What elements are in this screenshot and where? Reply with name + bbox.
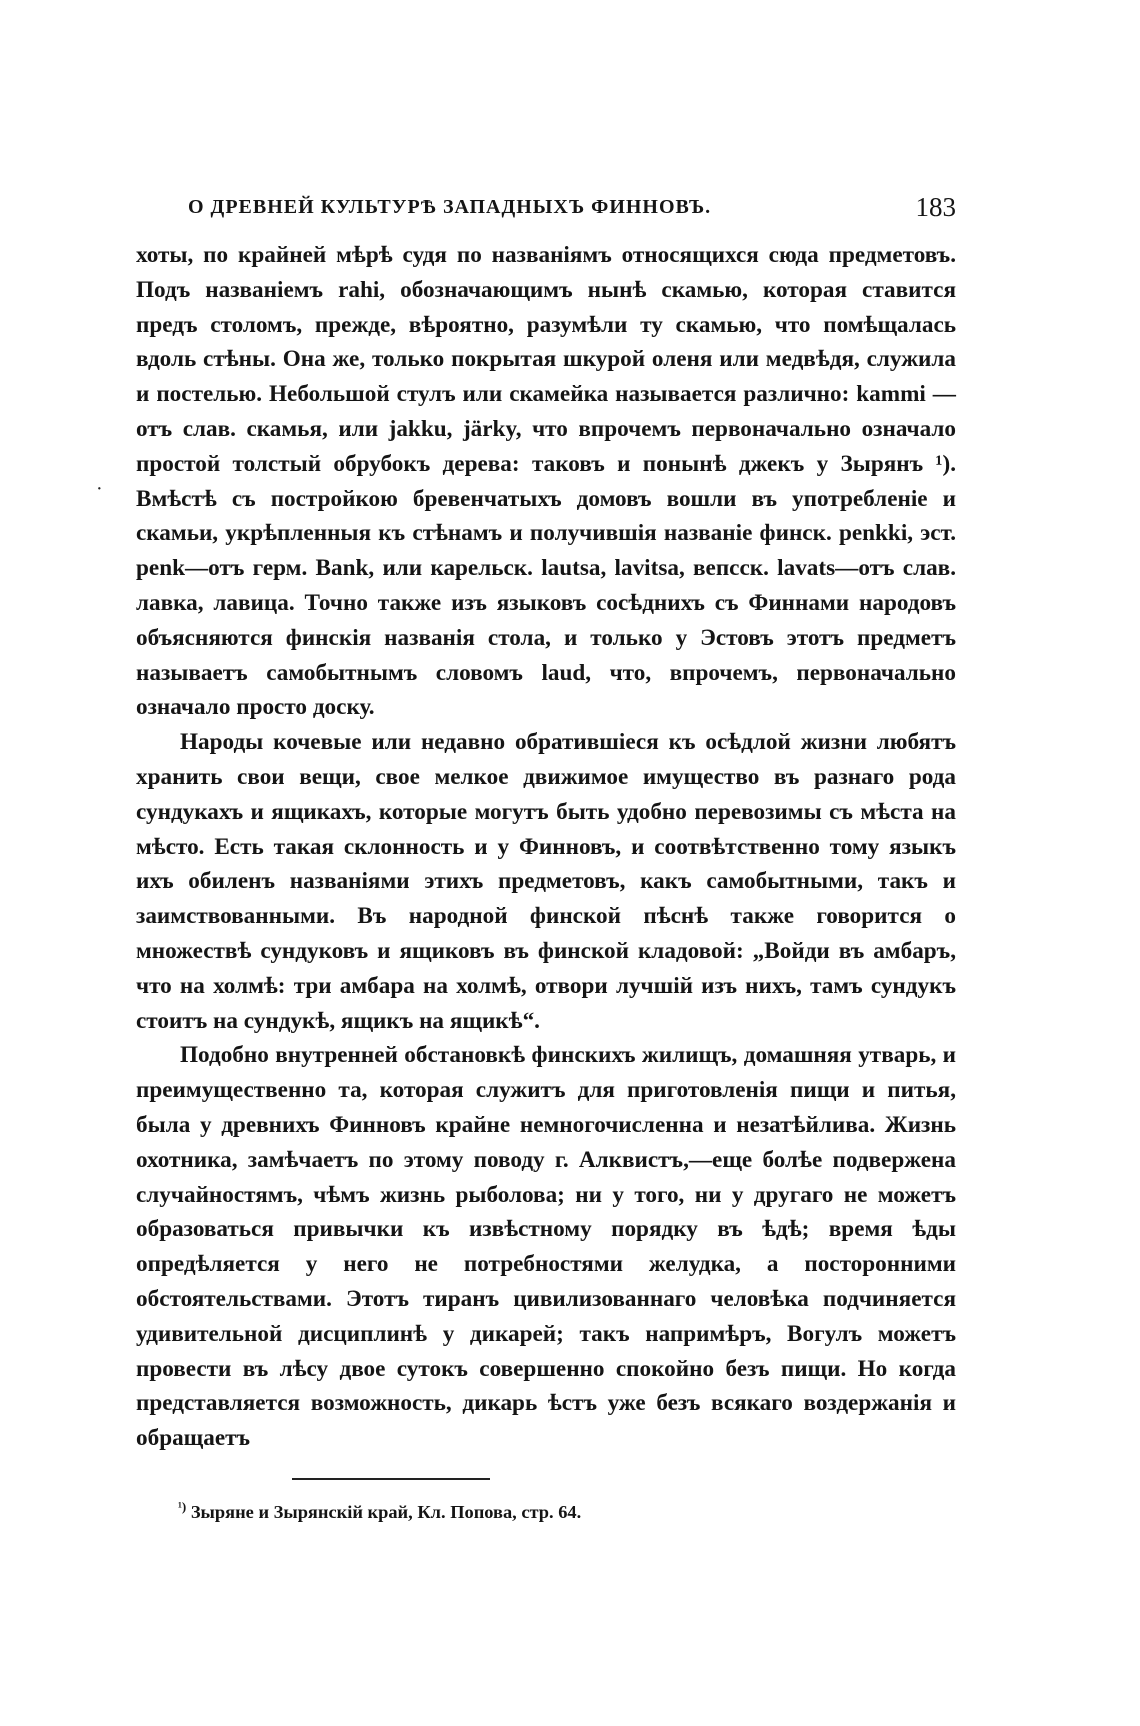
footnote-text: Зыряне и Зырянскій край, Кл. Попова, стр. 64. bbox=[190, 1502, 582, 1523]
paragraph-2: Народы кочевые или недавно обратившіеся къ осѣдлой жизни любятъ хранить свои вещи, свое мелкое движимое имущество въ разнаго рода сундукахъ и ящикахъ, которые могутъ быть удобно перевозимы съ мѣста на мѣсто. Есть такая склонность и у Финновъ, и соотвѣтственно тому языкъ ихъ обиленъ названіями этихъ предметовъ, какъ самобытными, такъ и заимствованными. Въ народной финской пѣснѣ также говорится о множествѣ сундуковъ и ящиковъ въ финской кладовой: „Войди въ амбаръ, что на холмѣ: три амбара на холмѣ, отвори лучшій изъ нихъ, тамъ сундукъ стоитъ на сундукѣ, ящикъ на ящикѣ“. bbox=[136, 729, 956, 1034]
book-page bbox=[136, 192, 956, 1525]
paragraph-1: хоты, по крайней мѣрѣ судя по названіямъ относящихся сюда предметовъ. Подъ названіемъ rahi, обозначающимъ нынѣ скамью, которая ставится предъ столомъ, прежде, вѣроятно, разумѣли ту скамью, что помѣщалась вдоль стѣны. Она же, только покрытая шкурой оленя или медвѣдя, служила и постелью. Небольшой стулъ или скамейка называется различно: kammi —отъ слав. скамья, или jakku, järky, что впрочемъ первоначально означало простой толстый обрубокъ дерева: таковъ и понынѣ джекъ у Зырянъ ¹). Вмѣстѣ съ постройкою бревенчатыхъ домовъ вошли въ употребленіе и скамьи, укрѣпленныя къ стѣнамъ и получившія названіе финск. penkki, эст. penk—отъ герм. Bank, или карельск. lautsa, lavitsa, вепсск. lavats—отъ слав. лавка, лавица. Точно также изъ языковъ сосѣднихъ съ Финнами народовъ объясняются финскія названія стола, и только у Эстовъ этотъ предметъ называетъ самобытнымъ словомъ laud, что, впрочемъ, первоначально означало просто доску. bbox=[136, 242, 956, 721]
footnote-divider bbox=[292, 1478, 490, 1480]
margin-tick-mark: · bbox=[96, 478, 103, 500]
page-header bbox=[136, 192, 956, 234]
paragraph-3: Подобно внутренней обстановкѣ финскихъ жилищъ, домашняя утварь, и преимущественно та, которая служитъ для приготовленія пищи и питья, была у древнихъ Финновъ крайне немногочисленна и незатѣйлива. Жизнь охотника, замѣчаетъ по этому поводу г. Алквистъ,—еще болѣе подвержена случайностямъ, чѣмъ жизнь рыболова; ни у того, ни у другаго не можетъ образоваться привычки къ извѣстному порядку въ ѣдѣ; время ѣды опредѣляется у него не потребностями желудка, а посторонними обстоятельствами. Этотъ тиранъ цивилизованнаго человѣка подчиняется удивительной дисциплинѣ у дикарей; такъ напримѣръ, Вогулъ можетъ провести въ лѣсу двое сутокъ совершенно спокойно безъ пищи. Но когда представляется возможность, дикарь ѣстъ уже безъ всякаго воздержанія и обращаетъ bbox=[136, 1042, 956, 1452]
page-number: 183 bbox=[915, 192, 956, 222]
footnote bbox=[136, 1494, 956, 1525]
footnote-marker: ¹) bbox=[178, 1498, 187, 1514]
running-title: О ДРЕВНЕЙ КУЛЬТУРѢ ЗАПАДНЫХЪ ФИННОВЪ. bbox=[188, 196, 712, 218]
body-text bbox=[136, 238, 956, 1456]
